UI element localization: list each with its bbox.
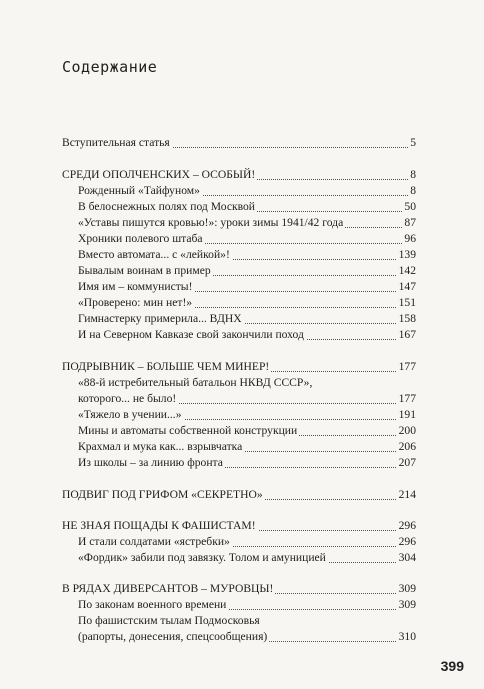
toc-entry-intro [0,136,484,150]
entry-page: 158 [398,312,416,325]
toc-entry [0,328,484,342]
entry-page: 177 [398,392,416,405]
entry-page: 214 [398,488,416,501]
entry-title: Мины и автоматы собственной конструкции [78,424,298,437]
toc-entry [0,184,484,198]
entry-page: 310 [398,630,416,643]
entry-title: В белоснежных полях под Москвой [78,200,255,213]
entry-title: Имя им – коммунисты! [78,280,193,293]
entry-page: 207 [398,456,416,469]
toc-entry [0,535,484,549]
toc-entry [0,392,484,406]
toc-section-3 [0,488,484,502]
entry-title: Хроники полевого штаба [78,232,203,245]
entry-title: «88-й истребительный батальон НКВД СССР», [78,376,313,389]
entry-title: В РЯДАХ ДИВЕРСАНТОВ – МУРОВЦЫ! [62,582,274,595]
entry-title: Вместо автомата... с «лейкой»! [78,248,230,261]
entry-title: Бывалым воинам в пример [78,264,211,277]
toc-section-2 [0,360,484,374]
toc-entry [0,312,484,326]
entry-page: 304 [398,551,416,564]
entry-page: 50 [404,200,416,213]
entry-title: «Тяжело в учении...» [78,408,182,421]
toc-entry [0,232,484,246]
entry-title: И на Северном Кавказе свой закончили поход [78,328,304,341]
entry-title: По фашистским тылам Подмосковья [78,614,260,627]
entry-page: 96 [404,232,416,245]
toc-entry [0,264,484,278]
entry-page: 191 [398,408,416,421]
toc-entry [0,408,484,422]
entry-page: 177 [398,360,416,373]
entry-page: 309 [398,598,416,611]
toc-section-4 [0,519,484,533]
toc-entry [0,614,484,628]
entry-title: Гимнастерку примерила... ВДНХ [78,312,242,325]
entry-page: 8 [410,184,416,197]
entry-title: «Фордик» забили под завязку. Толом и амуницией [78,551,326,564]
entry-page: 206 [398,440,416,453]
page-number: 399 [440,658,464,674]
entry-title: ПОДВИГ ПОД ГРИФОМ «СЕКРЕТНО» [62,488,263,501]
entry-title: Рожденный «Тайфуном» [78,184,200,197]
entry-page: 309 [398,582,416,595]
entry-page: 147 [398,280,416,293]
toc-entry [0,440,484,454]
toc-entry [0,296,484,310]
entry-title: «Уставы пишутся кровью!»: уроки зимы 1941/42 года [78,216,344,229]
entry-page: 142 [398,264,416,277]
entry-title: Крахмал и мука как... взрывчатка [78,440,243,453]
entry-page: 8 [410,168,416,181]
entry-title: Вступительная статья [62,136,170,149]
entry-page: 167 [398,328,416,341]
toc-entry [0,280,484,294]
toc-entry [0,456,484,470]
toc-heading: Содержание [62,58,158,76]
toc-entry [0,630,484,644]
entry-title: По законам военного времени [78,598,227,611]
entry-title: СРЕДИ ОПОЛЧЕНСКИХ – ОСОБЫЙ! [62,168,256,181]
toc-entry [0,424,484,438]
entry-page: 200 [398,424,416,437]
entry-page: 139 [398,248,416,261]
entry-page: 296 [398,519,416,532]
toc-section-5 [0,582,484,596]
entry-title: (рапорты, донесения, спецсообщения) [78,630,268,643]
entry-page: 87 [404,216,416,229]
entry-title: НЕ ЗНАЯ ПОЩАДЫ К ФАШИСТАМ! [62,519,256,532]
toc-section-1 [0,168,484,182]
toc-entry [0,551,484,565]
toc-entry [0,376,484,390]
entry-page: 5 [410,136,416,149]
entry-page: 151 [398,296,416,309]
entry-page: 296 [398,535,416,548]
toc-entry [0,598,484,612]
toc-entry [0,200,484,214]
toc-entry [0,248,484,262]
toc-entry [0,216,484,230]
entry-title: Из школы – за линию фронта [78,456,223,469]
entry-title: которого... не было! [78,392,177,405]
entry-title: И стали солдатами «ястребки» [78,535,230,548]
entry-title: «Проверено: мин нет!» [78,296,193,309]
entry-title: ПОДРЫВНИК – БОЛЬШЕ ЧЕМ МИНЕР! [62,360,270,373]
